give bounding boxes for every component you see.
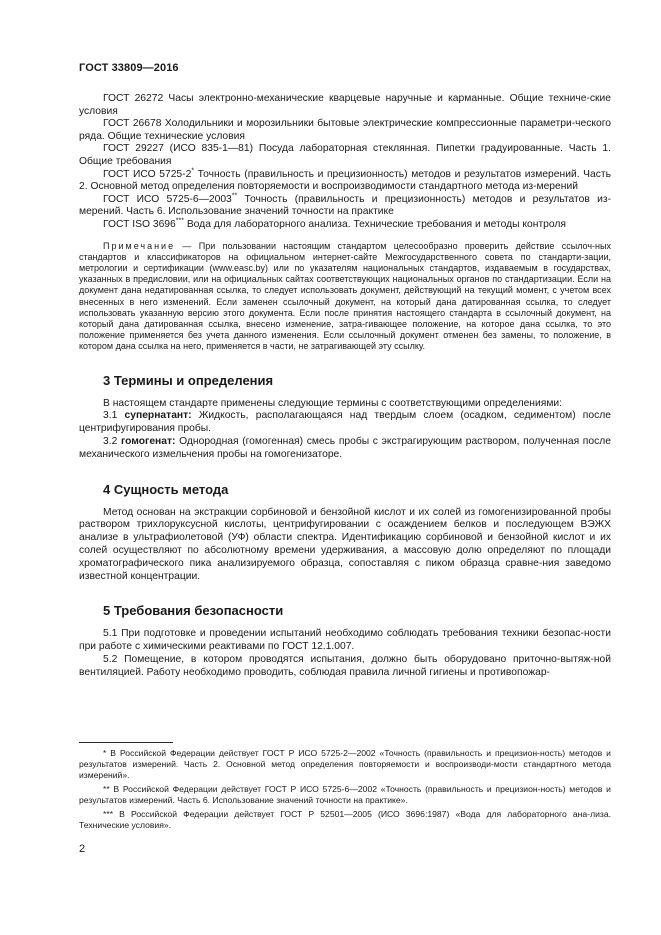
term-supernatant: 3.1 супернатант: Жидкость, располагающаяся над твердым слоем (осадком, седиментом) после центрифугирования пробы. [79,410,611,435]
section-4-text: Метод основан на экстракции сорбиновой и бензойной кислот и их солей из гомогенизированной пробы раствором трихлоруксусной кислоты, центрифугировании с осаждением белков и последующем ВЭЖХ анализе в ультрафиолетовой (УФ) области спектра. Идентификацию сорбиновой и бензойной кислот и их солей осуществляют по абсолютному времени удерживания, а массовую долю определяют по площади хроматографического пика анализируемого образца, сопоставляя с пиком образца сравне-ния заведомо известной концентрации. [79,506,611,582]
footnote: * В Российской Федерации действует ГОСТ Р ИСО 5725-2—2002 «Точность (правильность и прецизион-ность) методов и результатов измерений. Часть 2. Основной метод определения повторяемости и воспроизводи-мости стандартного метода измерений». [79,748,611,780]
term-homogenate: 3.2 гомогенат: Однородная (гомогенная) смесь пробы с экстрагирующим раствором, полученная после механического измельчения пробы на гомогенизаторе. [79,435,611,460]
section-5-paragraph-2: 5.2 Помещение, в котором проводятся испытания, должно быть оборудовано приточно-вытяж-ной вентиляцией. Работу необходимо проводить, соблюдая правила личной гигиены и противопожар- [79,653,611,678]
reference-item: ГОСТ ИСО 5725-2* Точность (правильность и прецизионность) методов и результатов измерений. Часть 2. Основной метод определения повторяемости и воспроизводимости стандартного метода из-мерений [79,167,612,193]
reference-item: ГОСТ 29227 (ИСО 835-1—81) Посуда лабораторная стеклянная. Пипетки градуированные. Часть 1. Общие требования [79,143,611,167]
section-4-title: 4 Сущность метода [103,481,229,497]
reference-list [79,93,611,232]
section-3-intro: В настоящем стандарте применены следующие термины с соответствующими определениями: [103,397,563,409]
document-header: ГОСТ 33809—2016 [79,62,179,74]
page-number: 2 [79,843,86,855]
footnote: *** В Российской Федерации действует ГОСТ Р 52501—2005 (ИСО 3696:1987) «Вода для лабораторного ана-лиза. Технические условия». [79,809,611,830]
reference-item: ГОСТ 26678 Холодильники и морозильники бытовые электрические компрессионные параметри-ческого ряда. Общие технические условия [79,118,611,142]
footnote: ** В Российской Федерации действует ГОСТ Р ИСО 5725-6—2002 «Точность (правильность и прецизион-ность) методов и результатов измерений. Часть 6. Использование значений точности на практике». [79,784,611,805]
footnote-marker: *** [175,217,184,225]
term-name: гомогенат: [120,435,176,447]
reference-item: ГОСТ ИСО 5725-6—2003** Точность (правильность и прецизионность) методов и результатов из-мерений. Часть 6. Использование значений точности на практике [79,192,612,218]
section-5-title: 5 Требования безопасности [103,603,284,619]
section-3-title: 3 Термины и определения [103,372,274,388]
reference-item: ГОСТ 26272 Часы электронно-механические кварцевые наручные и карманные. Общие техниче-ские условия [79,93,611,117]
term-name: супернатант: [124,410,192,422]
page-content [79,93,611,680]
footnotes [79,742,611,834]
reference-item: ГОСТ ISO 3696*** Вода для лабораторного анализа. Технические требования и методы контроля [103,217,566,230]
footnote-marker: ** [231,192,238,200]
note-label: Примечание [103,240,176,251]
footnote-marker: * [191,167,195,175]
note-paragraph [79,241,611,353]
note-text: — При пользовании настоящим стандартом целесообразно проверить действие ссылоч-ных стандартов и классификаторов на официальном интернет-сайте Межгосударственного совета по стандарти-зации, метрологии и сертификации (www.easc.by) или по указателям национальных стандартов, издаваемым в государствах, указанных в предисловии, или на официальных сайтах соответствующих национальных органов по стандартизации. Если на документ дана недатированная ссылка, то следует использовать документ, действующий на текущий момент, с учетом всех внесенных в него изменений. Если заменен ссылочный документ, на который дана датированная ссылка, то следует использовать указанную версию этого документа. Если после принятия настоящего стандарта в ссылочный документ, на который дана датированная ссылка, внесено изменение, затра-гивающее положение, на которое дана ссылка, то это положение применяется без учета данного изменения. Если ссылочный документ отменен без замены, то положение, в котором дана ссылка на него, применяется в части, не затрагивающей эту ссылку. [79,240,611,352]
section-5-paragraph-1: 5.1 При подготовке и проведении испытаний необходимо соблюдать требования техники безопас-ности при работе с химическими реактивами по ГОСТ 12.1.007. [79,628,611,653]
footnote-divider [79,742,173,743]
